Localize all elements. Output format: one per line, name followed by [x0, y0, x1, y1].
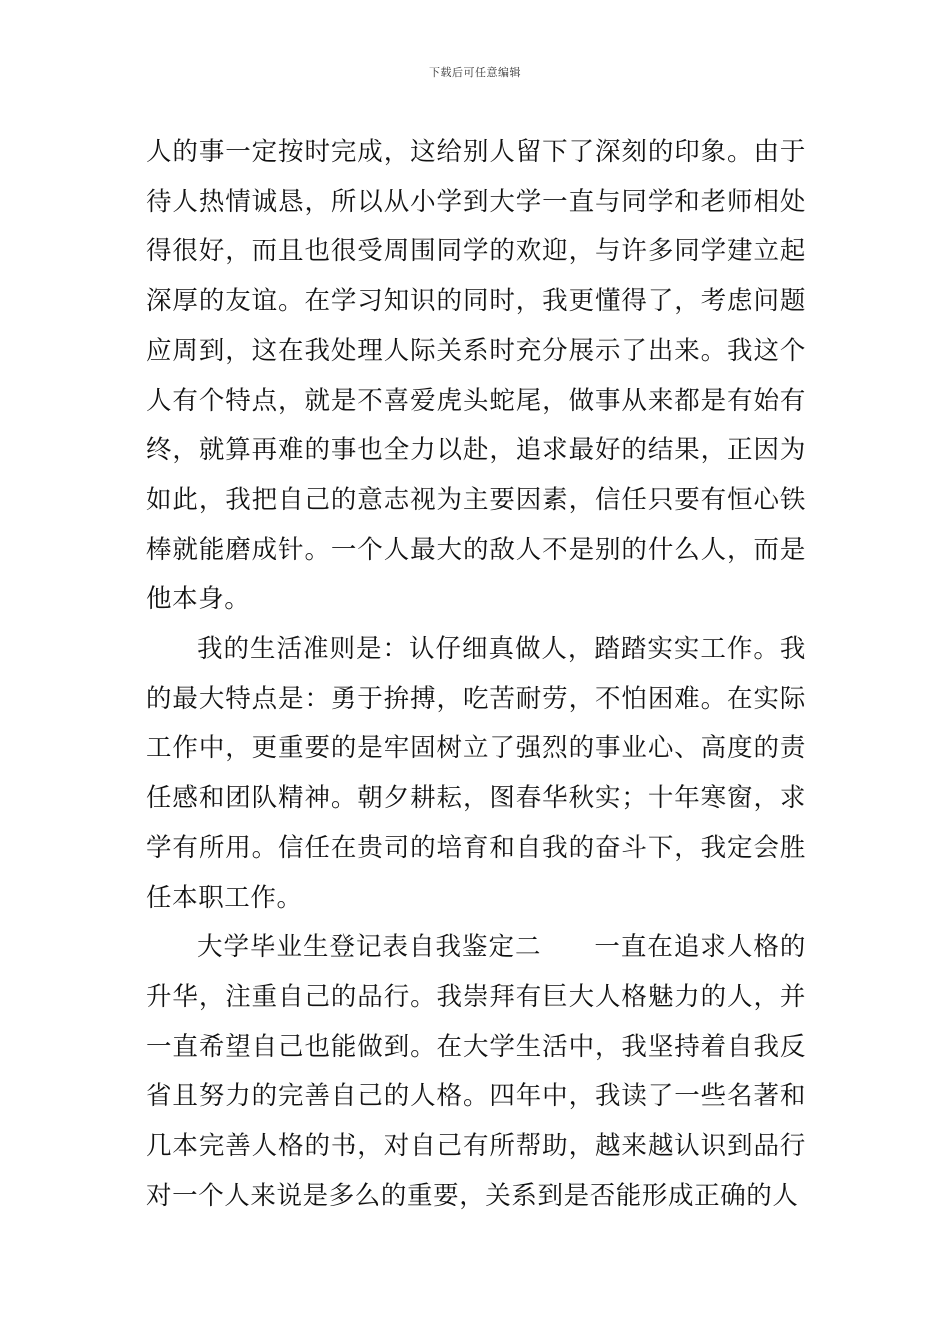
page-header: 下载后可任意编辑 — [429, 66, 521, 79]
paragraph-3: 大学毕业生登记表自我鉴定二 一直在追求人格的升华，注重自己的品行。我崇拜有巨大人格魅力的人，并一直希望自己也能做到。在大学生活中，我坚持着自我反省且努力的完善自己的人格。四年中，我读了一些名著和几本完善人格的书，对自己有所帮助，越来越认识到品行对一个人来说是多么的重要，关系到是否能形成正确的人 — [146, 932, 806, 1211]
paragraph-1: 人的事一定按时完成，这给别人留下了深刻的印象。由于待人热情诚恳，所以从小学到大学一直与同学和老师相处得很好，而且也很受周围同学的欢迎，与许多同学建立起深厚的友谊。在学习知识的同时，我更懂得了，考虑问题应周到，这在我处理人际关系时充分展示了出来。我这个人有个特点，就是不喜爱虎头蛇尾，做事从来都是有始有终，就算再难的事也全力以赴，追求最好的结果，正因为如此，我把自己的意志视为主要因素，信任只要有恒心铁棒就能磨成针。一个人最大的敌人不是别的什么人，而是他本身。 — [146, 137, 806, 615]
document-body — [146, 128, 806, 1221]
paragraph-2: 我的生活准则是：认仔细真做人，踏踏实实工作。我的最大特点是：勇于拚搏，吃苦耐劳，不怕困难。在实际工作中，更重要的是牢固树立了强烈的事业心、高度的责任感和团队精神。朝夕耕耘，图春华秋实；十年寒窗，求学有所用。信任在贵司的培育和自我的奋斗下，我定会胜任本职工作。 — [146, 634, 806, 913]
